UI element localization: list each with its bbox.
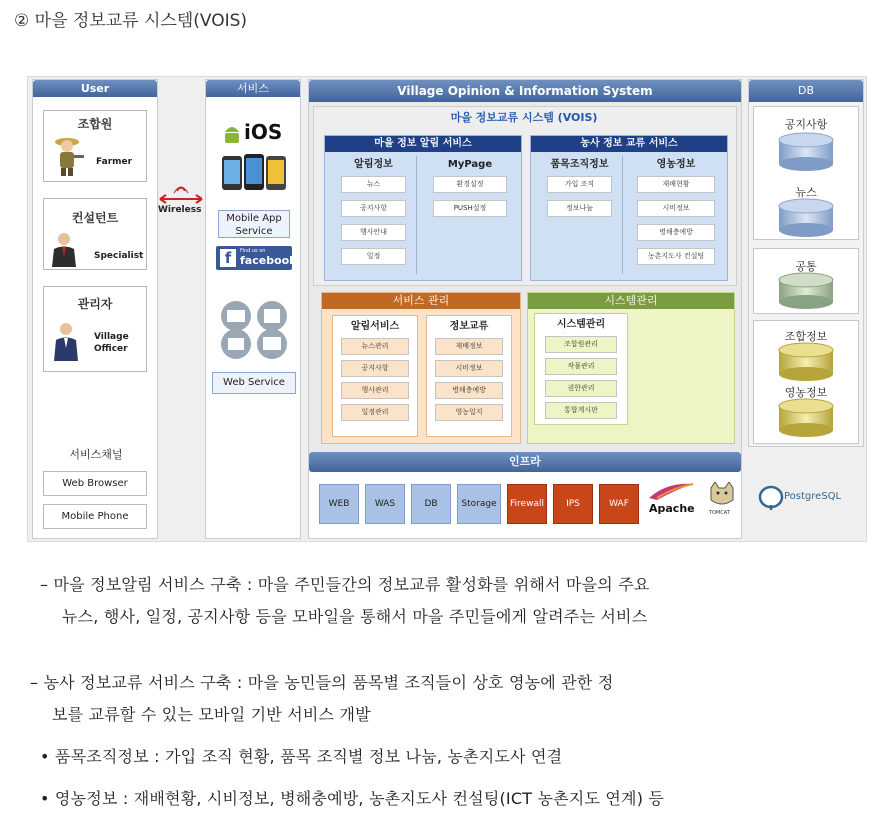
farm-service-header: 농사 정보 교류 서비스 bbox=[531, 136, 727, 152]
businessman-icon bbox=[50, 231, 78, 267]
officer-icon bbox=[52, 321, 80, 361]
database-cylinder-icon bbox=[777, 132, 835, 172]
database-cylinder-icon bbox=[777, 342, 835, 382]
web-devices-icon bbox=[218, 300, 290, 360]
system-mgmt-panel bbox=[527, 292, 735, 444]
menu-item: 시비정보 bbox=[435, 360, 503, 377]
notice-service-panel bbox=[324, 135, 522, 281]
wireless-connector-icon bbox=[156, 181, 206, 207]
farming-info-group-title: 영농정보 bbox=[656, 159, 696, 170]
tomcat-logo-text: TOMCAT bbox=[709, 510, 730, 516]
mobile-app-service-box: Mobile App Service bbox=[218, 210, 290, 238]
menu-item: PUSH설정 bbox=[433, 200, 507, 217]
menu-item: 행사안내 bbox=[341, 224, 406, 241]
menu-item: 재배정보 bbox=[435, 338, 503, 355]
database-cylinder-icon bbox=[777, 198, 835, 238]
item-org-group bbox=[537, 156, 623, 274]
mypage-group bbox=[423, 156, 517, 274]
apache-logo-text: Apache bbox=[649, 502, 695, 515]
user-card-title: 조합원 bbox=[77, 117, 113, 131]
db-column bbox=[748, 79, 864, 447]
android-icon bbox=[222, 122, 242, 146]
wireless-label: Wireless bbox=[158, 205, 202, 215]
notice-group bbox=[331, 156, 417, 274]
infra-box: WAF bbox=[599, 484, 639, 524]
user-card-title: 컨설턴트 bbox=[71, 211, 119, 225]
menu-item: 병해충예방 bbox=[435, 382, 503, 399]
menu-item: 일정 bbox=[341, 248, 406, 265]
mypage-group-title: MyPage bbox=[447, 159, 493, 170]
paragraph-2-line-1: – 농사 정보교류 서비스 구축 : 마을 농민들의 품목별 조직들이 상호 영농에 관한 정 bbox=[30, 673, 614, 692]
menu-item: 병해충예방 bbox=[637, 224, 715, 241]
tomcat-icon bbox=[707, 482, 737, 508]
paragraph-1-line-1: – 마을 정보알림 서비스 구축 : 마을 주민들간의 정보교류 활성화를 위해서 마을의 주요 bbox=[40, 575, 650, 594]
user-card-specialist bbox=[43, 198, 147, 270]
user-column bbox=[32, 79, 158, 539]
channel-mobile-phone: Mobile Phone bbox=[43, 504, 147, 529]
vois-header: Village Opinion & Information System bbox=[309, 80, 741, 102]
system-mgmt-header: 시스템관리 bbox=[528, 293, 734, 309]
menu-item: 영농일지 bbox=[435, 404, 503, 421]
database-cylinder-icon bbox=[777, 398, 835, 438]
farmer-icon bbox=[52, 133, 86, 177]
menu-item: 시비정보 bbox=[637, 200, 715, 217]
info-exchange-group-title: 정보교류 bbox=[449, 321, 489, 332]
info-exchange-group bbox=[426, 315, 512, 437]
db-item-label: 공통 bbox=[795, 260, 817, 273]
facebook-icon: f bbox=[220, 249, 236, 267]
facebook-small-label: Find us on bbox=[240, 248, 266, 254]
infra-box: Storage bbox=[457, 484, 501, 524]
channels-title: 서비스채널 bbox=[69, 448, 123, 461]
vois-main bbox=[308, 79, 742, 539]
db-header: DB bbox=[749, 80, 863, 102]
user-header: User bbox=[33, 80, 157, 97]
db-item-label: 조합정보 bbox=[784, 330, 828, 343]
user-card-title: 관리자 bbox=[77, 297, 113, 311]
bullet-item-1: • 품목조직정보 : 가입 조직 현황, 품목 조직별 정보 나눔, 농촌지도사 연결 bbox=[40, 747, 563, 766]
menu-item: 권한관리 bbox=[545, 380, 617, 397]
infra-box: DB bbox=[411, 484, 451, 524]
menu-item: 공지사항 bbox=[341, 360, 409, 377]
notice-service-header: 마을 정보 알림 서비스 bbox=[325, 136, 521, 152]
menu-item: 뉴스관리 bbox=[341, 338, 409, 355]
database-cylinder-icon bbox=[777, 272, 835, 310]
service-mgmt-panel bbox=[321, 292, 521, 444]
vois-subtitle: 마을 정보교류 시스템 (VOIS) bbox=[450, 111, 598, 124]
infra-box: IPS bbox=[553, 484, 593, 524]
postgresql-logo-text: PostgreSQL bbox=[784, 491, 842, 502]
menu-item: 조합원관리 bbox=[545, 336, 617, 353]
infra-box: WAS bbox=[365, 484, 405, 524]
service-mgmt-header: 서비스 관리 bbox=[322, 293, 520, 309]
channel-web-browser: Web Browser bbox=[43, 471, 147, 496]
menu-item: 뉴스 bbox=[341, 176, 406, 193]
service-column bbox=[205, 79, 301, 539]
farm-service-panel bbox=[530, 135, 728, 281]
page-heading: ② 마을 정보교류 시스템(VOIS) bbox=[14, 11, 248, 31]
infra-header: 인프라 bbox=[309, 452, 741, 472]
web-service-box: Web Service bbox=[212, 372, 296, 394]
menu-item: 재배현황 bbox=[637, 176, 715, 193]
user-card-officer bbox=[43, 286, 147, 372]
db-item-label: 공지사항 bbox=[784, 118, 828, 131]
architecture-diagram bbox=[27, 76, 867, 542]
bullet-item-2: • 영농정보 : 재배현황, 시비정보, 병해충예방, 농촌지도사 컨설팅(ICT 농촌지도 연계) 등 bbox=[40, 789, 665, 808]
item-org-group-title: 품목조직정보 bbox=[550, 159, 609, 170]
user-card-role: Farmer bbox=[96, 157, 133, 167]
smartphones-icon bbox=[220, 152, 288, 192]
menu-item: 작물관리 bbox=[545, 358, 617, 375]
service-header: 서비스 bbox=[206, 80, 300, 97]
paragraph-1-line-2: 뉴스, 행사, 일정, 공지사항 등을 모바일을 통해서 마을 주민들에게 알려주는 서비스 bbox=[62, 607, 648, 626]
system-mgmt-group bbox=[534, 313, 628, 425]
vois-upper-panel bbox=[313, 106, 737, 286]
menu-item: 일정관리 bbox=[341, 404, 409, 421]
db-item-label: 영농정보 bbox=[784, 386, 828, 399]
menu-item: 정보나눔 bbox=[547, 200, 612, 217]
infra-box: Firewall bbox=[507, 484, 547, 524]
menu-item: 행사관리 bbox=[341, 382, 409, 399]
facebook-badge bbox=[216, 246, 301, 270]
menu-item: 통합게시판 bbox=[545, 402, 617, 419]
ios-label: iOS bbox=[244, 120, 283, 144]
user-card-farmer bbox=[43, 110, 147, 182]
paragraph-2-line-2: 보를 교류할 수 있는 모바일 기반 서비스 개발 bbox=[52, 705, 371, 724]
infra-panel bbox=[309, 452, 741, 538]
db-item-label: 뉴스 bbox=[795, 186, 817, 199]
farming-info-group bbox=[629, 156, 723, 274]
facebook-label: facebook. bbox=[240, 254, 301, 267]
notice-group-title: 알림정보 bbox=[354, 159, 393, 170]
menu-item: 공지사항 bbox=[341, 200, 406, 217]
menu-item: 농촌지도사 컨설팅 bbox=[637, 248, 715, 265]
alert-service-group-title: 알림서비스 bbox=[350, 321, 400, 332]
user-card-role: Specialist bbox=[94, 251, 144, 261]
infra-box: WEB bbox=[319, 484, 359, 524]
alert-service-group bbox=[332, 315, 418, 437]
postgresql-elephant-icon bbox=[758, 485, 784, 511]
user-card-role: Village Officer bbox=[94, 332, 129, 354]
menu-item: 가입 조직 bbox=[547, 176, 612, 193]
menu-item: 환경설정 bbox=[433, 176, 507, 193]
apache-feather-icon bbox=[647, 480, 695, 502]
system-mgmt-group-title: 시스템관리 bbox=[556, 319, 606, 330]
